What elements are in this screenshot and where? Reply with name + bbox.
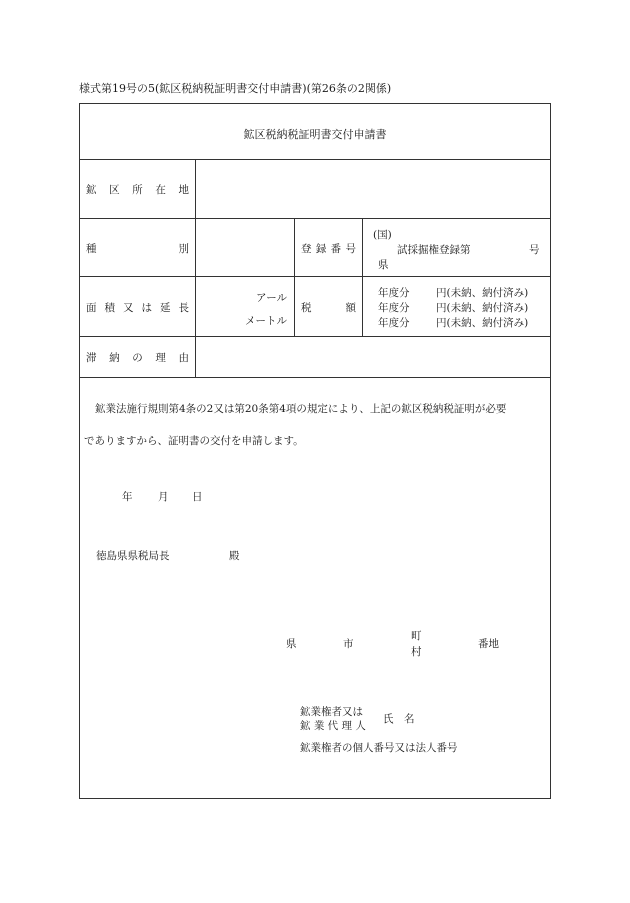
arrears-reason-label: 滞 納 の 理 由 [86,352,189,364]
location-field[interactable] [196,160,550,217]
location-label: 鉱 区 所 在 地 [86,184,189,196]
registration-number-field[interactable] [363,219,550,275]
application-form [79,103,551,799]
date-day-label: 日 [192,491,203,503]
addressee: 徳島県県税局長 [96,550,170,562]
tax-status-1: 円(未納、納付済み) [436,287,529,299]
tax-amount-label: 税 額 [301,302,356,314]
applicant-role-line-1: 鉱業権者又は [300,706,363,718]
body-text-line-2: でありますから、証明書の交付を申請します。 [84,435,304,447]
id-number-label[interactable]: 鉱業権者の個人番号又は法人番号 [300,742,458,754]
date-month-label: 月 [158,491,169,503]
unit-meter: メートル [245,315,287,327]
form-number-label: 様式第19号の5(鉱区税納税証明書交付申請書)(第26条の2関係) [79,82,392,95]
address-village-label: 村 [411,646,422,658]
tax-status-3: 円(未納、納付済み) [436,317,529,329]
reg-prefecture-label: 県 [378,259,389,271]
column-divider [294,218,295,336]
unit-are: アール [256,292,287,304]
date-year-label: 年 [122,491,133,503]
row-divider [80,377,550,378]
reg-country-label: (国) [373,229,392,241]
type-label: 種 別 [86,243,189,255]
applicant-role-line-2: 鉱 業 代 理 人 [300,720,366,732]
type-field[interactable] [196,219,293,275]
form-title: 鉱区税納税証明書交付申請書 [243,128,387,141]
body-text-line-1: 鉱業法施行規則第4条の2又は第20条第4項の規定により、上記の鉱区税納税証明が必要 [95,403,507,415]
area-length-field[interactable] [196,277,293,335]
honorific: 殿 [229,550,240,562]
tax-amount-field[interactable] [363,277,550,335]
applicant-name-label[interactable]: 氏 名 [383,713,415,725]
tax-year-3: 年度分 [378,317,410,329]
arrears-reason-field[interactable] [196,337,550,376]
address-banchi-label: 番地 [478,638,499,650]
address-city-label: 市 [343,638,354,650]
registration-number-label: 登 録 番 号 [301,243,356,255]
area-length-label: 面 積 又 は 延 長 [86,302,189,314]
tax-year-1: 年度分 [378,287,410,299]
reg-middle-label: 試採掘権登録第 [397,244,471,256]
address-prefecture-label: 県 [286,638,297,650]
tax-year-2: 年度分 [378,302,410,314]
tax-status-2: 円(未納、納付済み) [436,302,529,314]
address-town-label: 町 [411,630,422,642]
reg-number-suffix: 号 [529,244,540,256]
